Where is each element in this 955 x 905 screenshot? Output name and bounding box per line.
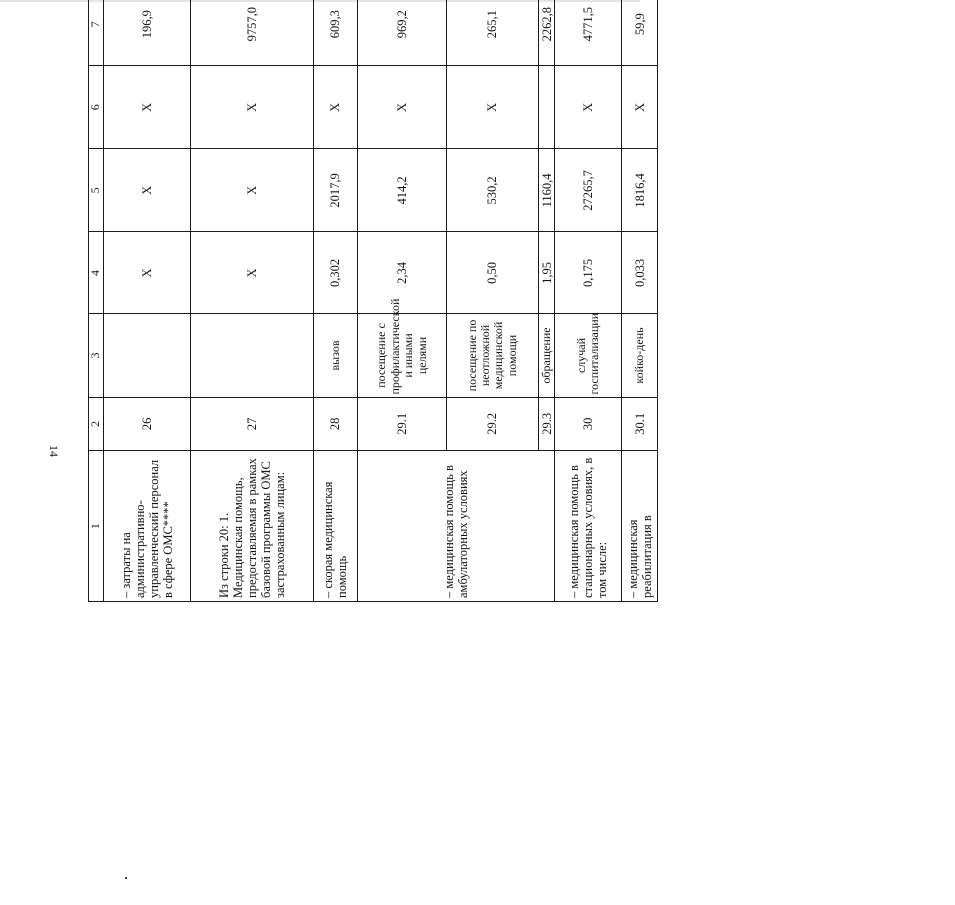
- header-cell: 4: [89, 232, 104, 314]
- value-cell: X: [555, 66, 622, 149]
- value-cell: 609,3: [313, 0, 358, 66]
- scan-speck: [125, 877, 127, 879]
- unit-cell: случай госпитализации: [555, 314, 622, 397]
- value-cell: 0,175: [555, 232, 622, 314]
- value-cell: X: [104, 232, 191, 314]
- value-cell: 4771,5: [555, 0, 622, 66]
- rotated-table-container: [88, 7, 955, 602]
- value-cell: X: [190, 232, 313, 314]
- value-cell: X: [190, 66, 313, 149]
- header-cell: 5: [89, 149, 104, 232]
- value-cell: X: [104, 149, 191, 232]
- value-cell: 196,9: [104, 0, 191, 66]
- line-number: 26: [104, 397, 191, 451]
- value-cell: 530,2: [447, 149, 538, 232]
- unit-cell: койко-день: [622, 314, 658, 397]
- table-row: [622, 0, 658, 602]
- value-cell: 265,1: [447, 0, 538, 66]
- value-cell: 0,033: [622, 232, 658, 314]
- value-cell: 969,2: [358, 0, 447, 66]
- unit-cell: [104, 314, 191, 397]
- value-cell: 59,9: [622, 0, 658, 66]
- line-number: 29.1: [358, 397, 447, 451]
- header-cell: 6: [89, 66, 104, 149]
- line-number: 27: [190, 397, 313, 451]
- value-cell: 2,34: [358, 232, 447, 314]
- table-row: [555, 0, 622, 602]
- financing-table: [88, 0, 658, 602]
- line-number: 30: [555, 397, 622, 451]
- value-cell: X: [358, 66, 447, 149]
- line-number: 28: [313, 397, 358, 451]
- value-cell: 2262,8: [538, 0, 555, 66]
- header-cell: 7: [89, 0, 104, 66]
- value-cell: 1816,4: [622, 149, 658, 232]
- page-number: 14: [47, 445, 61, 457]
- row-name: – медицинская помощь в амбулаторных условиях: [358, 451, 555, 602]
- value-cell: 27265,7: [555, 149, 622, 232]
- value-cell: X: [104, 66, 191, 149]
- value-cell: X: [447, 66, 538, 149]
- unit-cell: посещение с профилактической и иными целями: [358, 314, 447, 397]
- header-cell: 2: [89, 397, 104, 451]
- row-name: – затраты на административно-управленческий персонал в сфере ОМС****: [104, 451, 191, 602]
- row-name: – медицинская помощь в стационарных условиях, в том числе:: [555, 451, 622, 602]
- value-cell: [538, 66, 555, 149]
- table-row: [190, 0, 313, 602]
- line-number: 29.3: [538, 397, 555, 451]
- line-number: 29.2: [447, 397, 538, 451]
- table-row: [104, 0, 191, 602]
- value-cell: X: [622, 66, 658, 149]
- table-row: [358, 0, 447, 602]
- header-row: [89, 0, 104, 602]
- header-cell: 1: [89, 451, 104, 602]
- header-cell: 3: [89, 314, 104, 397]
- row-name: – скорая медицинская помощь: [313, 451, 358, 602]
- unit-cell: обращение: [538, 314, 555, 397]
- value-cell: X: [313, 66, 358, 149]
- value-cell: 1160,4: [538, 149, 555, 232]
- value-cell: 1,95: [538, 232, 555, 314]
- value-cell: 0,50: [447, 232, 538, 314]
- value-cell: 414,2: [358, 149, 447, 232]
- value-cell: X: [190, 149, 313, 232]
- table-row: [313, 0, 358, 602]
- unit-cell: [190, 314, 313, 397]
- value-cell: 2017,9: [313, 149, 358, 232]
- row-name: Из строки 20: 1. Медицинская помощь, предоставляемая в рамках базовой программы ОМС застрахованным лицам:: [190, 451, 313, 602]
- value-cell: 9757,0: [190, 0, 313, 66]
- line-number: 30.1: [622, 397, 658, 451]
- value-cell: 0,302: [313, 232, 358, 314]
- unit-cell: вызов: [313, 314, 358, 397]
- unit-cell: посещение по неотложной медицинской помощи: [447, 314, 538, 397]
- row-name: – медицинская реабилитация в: [622, 451, 658, 602]
